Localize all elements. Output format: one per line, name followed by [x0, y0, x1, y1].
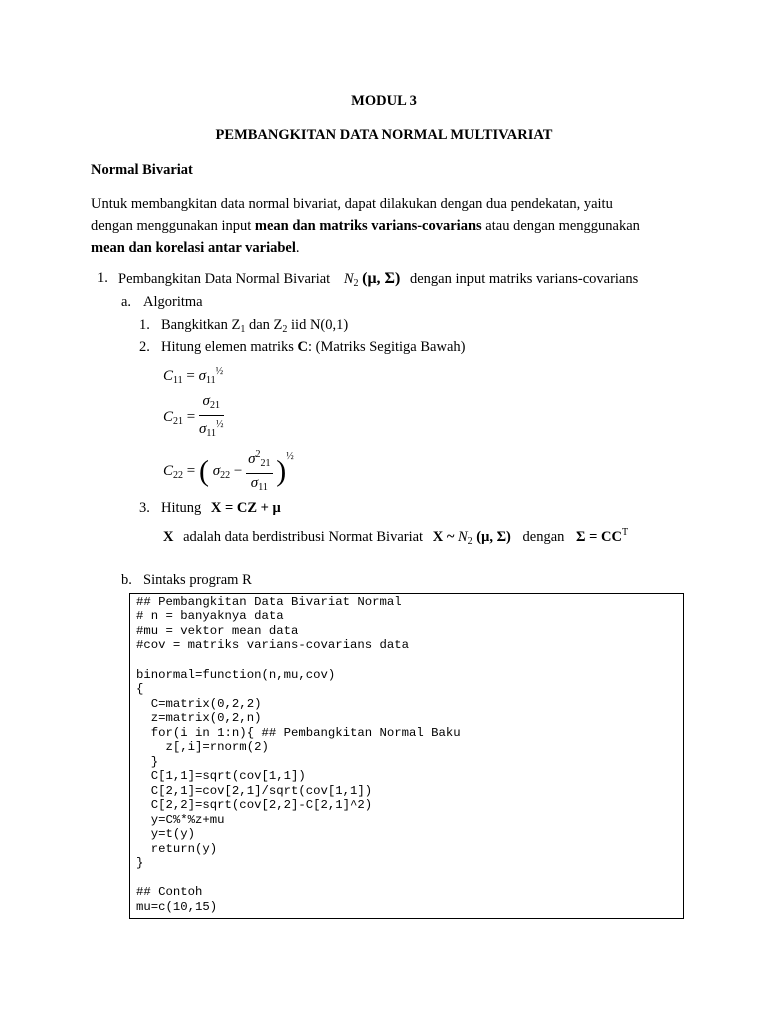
page-title: PEMBANGKITAN DATA NORMAL MULTIVARIAT: [215, 127, 553, 143]
c22-paren-close: ): [276, 454, 287, 488]
c22-num-sup: 2: [255, 449, 261, 460]
step-2-bold-c: C: [297, 339, 308, 355]
code-line: C[1,1]=sqrt(cov[1,1]): [136, 769, 306, 783]
intro-line-3: [91, 237, 681, 259]
dist-n: N: [457, 529, 468, 545]
c22-eq: =: [186, 462, 196, 479]
c21-den-exp: ½: [216, 419, 224, 430]
c22-minus: −: [233, 462, 243, 479]
c22-sub: 22: [173, 469, 184, 481]
code-line: y=t(y): [136, 827, 196, 841]
code-line: y=C%*%z+mu: [136, 813, 225, 827]
dist-formula-a: X ~: [432, 529, 458, 545]
item-1-number: 1.: [97, 270, 108, 286]
item-1-n: N: [343, 271, 354, 287]
sub-a-title: Algoritma: [143, 294, 203, 310]
item-1-line: [118, 270, 638, 289]
intro-2c: atau dengan menggunakan: [481, 218, 640, 234]
module-label: MODUL 3: [351, 93, 417, 109]
intro-3b: .: [295, 240, 300, 256]
item-1-text-a: Pembangkitan Data Normal Bivariat: [118, 271, 331, 287]
sub-a-label: a.: [121, 294, 132, 310]
step-3-text: Hitung: [161, 500, 202, 516]
item-1-args: (μ, Σ): [362, 270, 401, 287]
c11-sigma: σ: [198, 368, 207, 384]
c21-num-sub: 21: [209, 400, 220, 411]
intro-3a: mean dan korelasi antar variabel: [91, 240, 296, 256]
code-line: binormal=function(n,mu,cov): [136, 668, 336, 682]
c22-a-sub: 22: [220, 469, 231, 481]
dist-n-sub: 2: [467, 536, 473, 547]
dist-sigma: Σ = CC: [576, 529, 622, 545]
c22-a: σ: [212, 462, 221, 479]
code-line: C[2,2]=sqrt(cov[2,2]-C[2,1]^2): [136, 798, 373, 812]
c21-sub: 21: [173, 415, 184, 427]
dist-x: X: [163, 529, 174, 545]
code-line: ## Contoh: [136, 885, 203, 899]
code-line: }: [136, 856, 144, 870]
dist-sup: T: [621, 527, 629, 538]
code-line: for(i in 1:n){ ## Pembangkitan Normal Baku: [136, 726, 461, 740]
intro-line-1: Untuk membangkitan data normal bivariat, dapat dilakukan dengan dua pendekatan, yaitu: [91, 196, 613, 212]
item-1-text-b: dengan input matriks varians-covarians: [409, 271, 639, 287]
step-1-text-a: Bangkitkan Z: [161, 317, 241, 333]
code-line: }: [136, 755, 159, 769]
c22-fraction: [246, 446, 272, 497]
step-2-text-b: : (Matriks Segitiga Bawah): [308, 339, 466, 355]
c21-eq: =: [186, 408, 196, 425]
c21-den: σ: [198, 421, 207, 437]
code-line: C[2,1]=cov[2,1]/sqrt(cov[1,1]): [136, 784, 373, 798]
c11-sigma-sub: 11: [206, 375, 216, 386]
c21-lhs: C: [163, 408, 174, 425]
code-line: ## Pembangkitan Data Bivariat Normal: [136, 595, 402, 609]
intro-paragraph: [91, 193, 681, 259]
intro-2a: dengan menggunakan input: [91, 218, 255, 234]
item-1-n-sub: 2: [353, 278, 359, 289]
step-1-sub2: 2: [282, 324, 288, 335]
c21-fraction: [199, 392, 224, 443]
sub-b-title: Sintaks program R: [143, 572, 252, 588]
c22-paren-open: (: [198, 454, 209, 488]
section-heading: Normal Bivariat: [91, 162, 193, 178]
step-2-number: 2.: [139, 339, 150, 355]
code-line: return(y): [136, 842, 218, 856]
c21-den-sub: 11: [206, 428, 217, 439]
dist-args: (μ, Σ): [476, 529, 511, 545]
c21-num: σ: [202, 393, 210, 409]
c22-num-sub: 21: [260, 458, 271, 469]
intro-line-2: [91, 215, 681, 237]
code-line: #mu = vektor mean data: [136, 624, 299, 638]
c11-lhs: C: [163, 368, 174, 384]
step-3-formula: X = CZ + μ: [210, 500, 281, 516]
code-line: {: [136, 682, 144, 696]
step-2-text-a: Hitung elemen matriks: [161, 339, 298, 355]
code-line: #cov = matriks varians-covarians data: [136, 638, 410, 652]
distribution-line: [163, 527, 628, 547]
step-3-line: [161, 500, 281, 517]
intro-2b: mean dan matriks varians-covarians: [254, 218, 482, 234]
step-1-text: [161, 317, 348, 335]
sub-b-label: b.: [121, 572, 132, 588]
code-line: mu=c(10,15): [136, 900, 218, 914]
c22-den: σ: [250, 475, 259, 491]
step-1-text-b: dan Z: [245, 317, 283, 333]
code-block: [129, 593, 684, 919]
c22-exp: ½: [286, 450, 294, 462]
c11-eq: =: [186, 368, 195, 384]
step-1-text-c: iid N(0,1): [287, 317, 349, 333]
c22-num: σ: [248, 451, 256, 467]
formula-c22: [163, 446, 294, 497]
code-line: z[,i]=rnorm(2): [136, 740, 269, 754]
dist-text: adalah data berdistribusi Normat Bivariat: [183, 529, 424, 545]
formula-c21: [163, 392, 224, 443]
dist-with: dengan: [522, 529, 565, 545]
c22-lhs: C: [163, 462, 174, 479]
code-line: C=matrix(0,2,2): [136, 697, 262, 711]
c22-den-sub: 11: [258, 482, 268, 493]
step-1-sub1: 1: [240, 324, 246, 335]
c11-exp: ½: [215, 366, 224, 377]
formula-c11: [163, 366, 223, 386]
code-line: # n = banyaknya data: [136, 609, 284, 623]
code-line: z=matrix(0,2,n): [136, 711, 262, 725]
step-3-number: 3.: [139, 500, 150, 516]
step-2-text: [161, 339, 465, 356]
c11-sub: 11: [173, 375, 183, 386]
step-1-number: 1.: [139, 317, 150, 333]
